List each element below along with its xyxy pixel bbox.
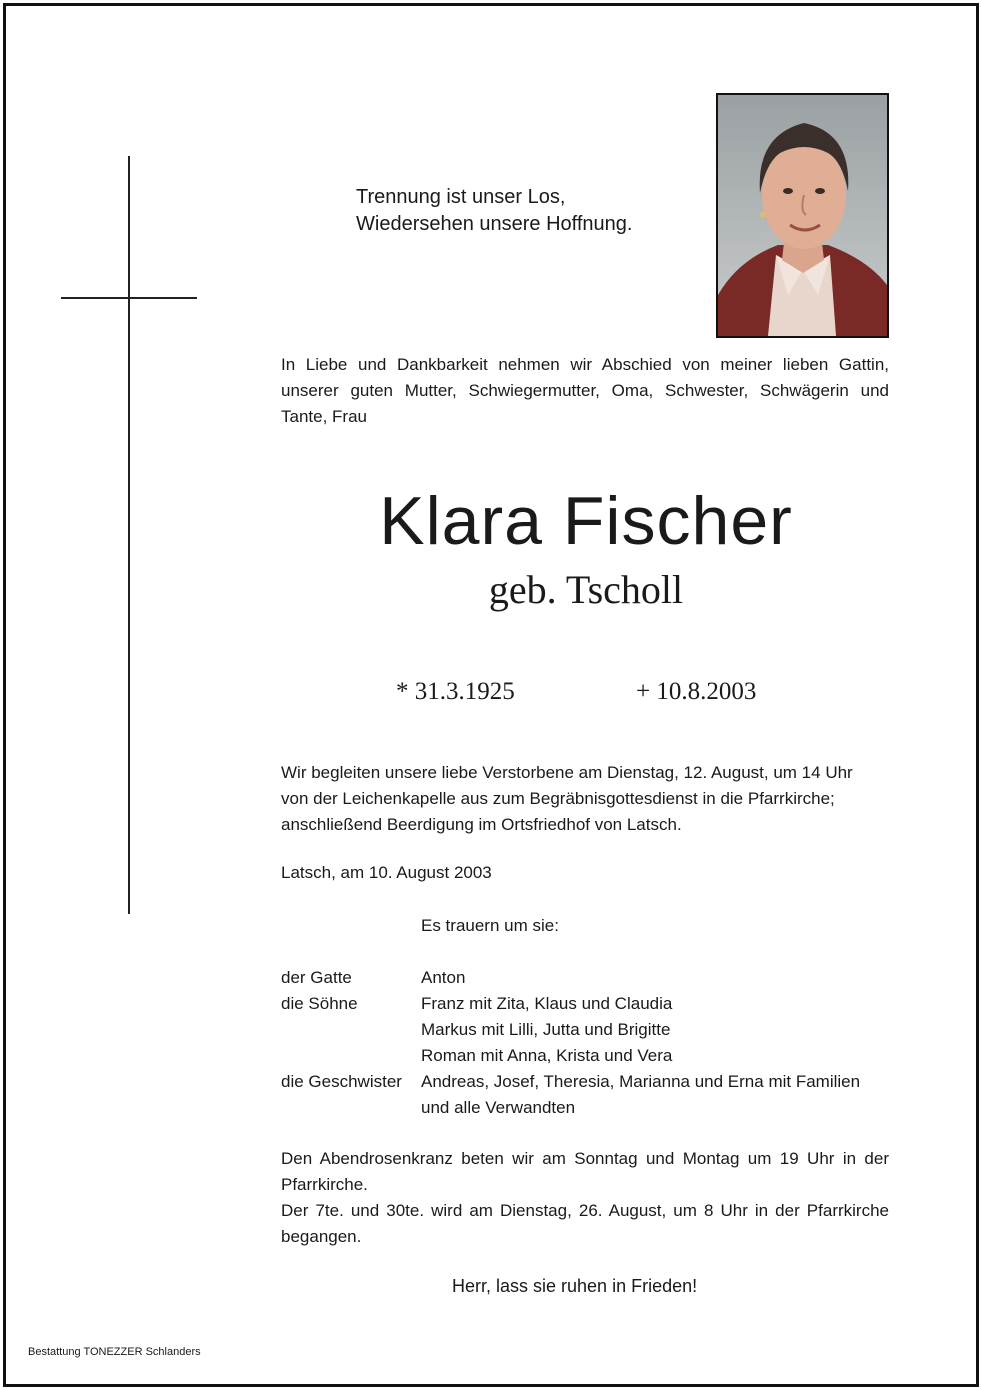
- deceased-name: Klara Fischer: [379, 483, 793, 559]
- cross-horizontal-bar: [61, 297, 197, 299]
- mourner-names: Anton: [421, 968, 466, 987]
- mourner-names: Markus mit Lilli, Jutta und Brigitte: [421, 1020, 671, 1039]
- death-date: + 10.8.2003: [636, 678, 757, 705]
- mourner-relation: der Gatte: [281, 968, 352, 987]
- mourner-names: Roman mit Anna, Krista und Vera: [421, 1046, 673, 1065]
- maiden-name: geb. Tscholl: [488, 567, 684, 612]
- mourners-heading: Es trauern um sie:: [421, 916, 559, 935]
- portrait-photo: [716, 93, 889, 338]
- funeral-line-2: von der Leichenkapelle aus zum Begräbnisgottesdienst in die Pfarrkirche;: [281, 789, 835, 808]
- place-date: Latsch, am 10. August 2003: [281, 863, 492, 882]
- birth-date: * 31.3.1925: [396, 678, 515, 705]
- intro-text: In Liebe und Dankbarkeit nehmen wir Abschied von meiner lieben Gattin, unserer guten Mutter, Schwiegermutter, Oma, Schwester, Schwägerin und Tante, Frau: [281, 355, 889, 426]
- mourner-names: Andreas, Josef, Theresia, Marianna und Erna mit Familien: [421, 1072, 861, 1091]
- portrait-image: [718, 95, 887, 336]
- mourner-names: Franz mit Zita, Klaus und Claudia: [421, 994, 673, 1013]
- mourner-relation: die Söhne: [281, 994, 358, 1013]
- motto-line-2: Wiedersehen unsere Hoffnung.: [356, 213, 633, 235]
- motto-line-1: Trennung ist unser Los,: [356, 186, 566, 208]
- rosary-paragraph-2: Der 7te. und 30te. wird am Dienstag, 26. August, um 8 Uhr in der Pfarrkirche begangen.: [281, 1201, 889, 1246]
- funeral-home-credit: Bestattung TONEZZER Schlanders: [28, 1346, 201, 1358]
- farewell-line: Herr, lass sie ruhen in Frieden!: [452, 1276, 698, 1296]
- mourner-names: und alle Verwandten: [421, 1098, 576, 1117]
- rosary-paragraph-1: Den Abendrosenkranz beten wir am Sonntag und Montag um 19 Uhr in der Pfarrkirche.: [281, 1149, 889, 1194]
- funeral-line-1: Wir begleiten unsere liebe Verstorbene am Dienstag, 12. August, um 14 Uhr: [281, 763, 853, 782]
- mourner-relation: die Geschwister: [281, 1072, 402, 1091]
- rosary-info: [281, 1146, 889, 1250]
- funeral-line-3: anschließend Beerdigung im Ortsfriedhof von Latsch.: [281, 815, 682, 834]
- funeral-info: [281, 760, 901, 838]
- motto: [356, 184, 632, 238]
